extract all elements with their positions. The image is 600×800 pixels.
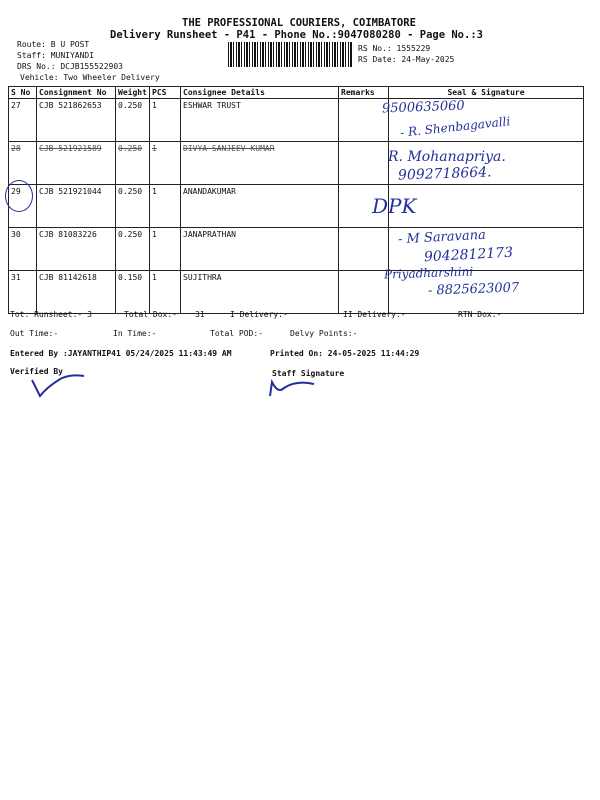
cell-pcs: 1 xyxy=(150,271,181,314)
cell-consignment: CJB 521921044 xyxy=(37,185,116,228)
header-pcs: PCS xyxy=(150,87,181,99)
cell-weight: 0.250 xyxy=(116,142,150,185)
table-header-row xyxy=(9,87,584,99)
staff-signature-label: Staff Signature xyxy=(272,369,345,378)
verified-by-label: Verified By xyxy=(10,367,63,376)
header-consignee: Consignee Details xyxy=(181,87,339,99)
table-row xyxy=(9,185,584,228)
cell-pcs: 1 xyxy=(150,142,181,185)
rtn-dox-label: RTN Dox:- xyxy=(458,310,502,319)
i-delivery-label: I Delivery:- xyxy=(230,310,288,319)
total-pod-label: Total POD:- xyxy=(210,329,263,338)
handwritten-signature-31: Priyadharshini xyxy=(383,264,474,282)
vehicle-label: Vehicle: Two Wheeler Delivery xyxy=(20,73,160,82)
handwritten-phone-31: - 8825623007 xyxy=(427,280,520,299)
cell-pcs: 1 xyxy=(150,228,181,271)
handwritten-signature-30: - M Saravana xyxy=(397,227,487,248)
staff-signature-mark xyxy=(262,376,322,400)
handwritten-signature-27: - R. Shenbagavalli xyxy=(399,114,511,140)
entered-by: Entered By :JAYANTHIP41 05/24/2025 11:43:49 AM xyxy=(10,349,232,358)
printed-on: Printed On: 24-05-2025 11:44:29 xyxy=(270,349,420,358)
handwritten-signature-29: DPK xyxy=(372,194,417,218)
header-weight: Weight xyxy=(116,87,150,99)
delvy-points-label: Delvy Points:- xyxy=(290,329,358,338)
cell-consignee: ESHWAR TRUST xyxy=(181,99,339,142)
cell-consignment: CJB 81142618 xyxy=(37,271,116,314)
total-dox-value: 31 xyxy=(195,310,205,319)
header-seal: Seal & Signature xyxy=(389,87,584,99)
drs-label: DRS No.: DCJB155522903 xyxy=(17,62,123,71)
cell-sno: 30 xyxy=(9,228,37,271)
runsheet-title: Delivery Runsheet - P41 - Phone No.:9047080280 - Page No.:3 xyxy=(110,29,483,41)
cell-consignment: CJB 521862653 xyxy=(37,99,116,142)
cell-consignment: CJB 81083226 xyxy=(37,228,116,271)
rs-no: RS No.: 1555229 xyxy=(358,44,431,53)
handwritten-phone-28: 9092718664. xyxy=(397,164,492,184)
verified-signature-mark xyxy=(28,370,88,404)
cell-remarks xyxy=(339,228,389,271)
cell-consignee: DIVYA SANJEEV KUMAR xyxy=(181,142,339,185)
cell-weight: 0.250 xyxy=(116,99,150,142)
staff-label: Staff: MUNIYANDI xyxy=(17,51,95,60)
barcode xyxy=(228,42,352,67)
cell-pcs: 1 xyxy=(150,185,181,228)
circle-mark xyxy=(5,180,33,212)
cell-remarks xyxy=(339,271,389,314)
in-time-label: In Time:- xyxy=(113,329,157,338)
cell-consignment: CJB 521921589 xyxy=(37,142,116,185)
cell-weight: 0.250 xyxy=(116,185,150,228)
cell-sno: 27 xyxy=(9,99,37,142)
cell-weight: 0.250 xyxy=(116,228,150,271)
out-time-label: Out Time:- xyxy=(10,329,59,338)
cell-remarks xyxy=(339,142,389,185)
handwritten-signature-28: R. Mohanapriya. xyxy=(388,149,506,165)
cell-sno: 31 xyxy=(9,271,37,314)
cell-pcs: 1 xyxy=(150,99,181,142)
rs-date: RS Date: 24-May-2025 xyxy=(358,55,455,64)
cell-seal xyxy=(389,185,584,228)
route-label: Route: B U POST xyxy=(17,40,90,49)
cell-consignee: SUJITHRA xyxy=(181,271,339,314)
handwritten-phone-30: 9042812173 xyxy=(423,244,514,266)
company-title: THE PROFESSIONAL COURIERS, COIMBATORE xyxy=(182,17,416,29)
total-dox-label: Total Dox:- xyxy=(124,310,177,319)
cell-weight: 0.150 xyxy=(116,271,150,314)
header-consignment: Consignment No xyxy=(37,87,116,99)
ii-delivery-label: II Delivery:- xyxy=(343,310,406,319)
cell-sno: 28 xyxy=(9,142,37,185)
tot-runsheet: Tot. Runsheet:- 3 xyxy=(10,310,92,319)
cell-sno: 29 xyxy=(9,185,37,228)
cell-consignee: ANANDAKUMAR xyxy=(181,185,339,228)
header-remarks: Remarks xyxy=(339,87,389,99)
handwritten-phone-27: 9500635060 xyxy=(381,98,465,117)
header-sno: S No xyxy=(9,87,37,99)
cell-consignee: JANAPRATHAN xyxy=(181,228,339,271)
